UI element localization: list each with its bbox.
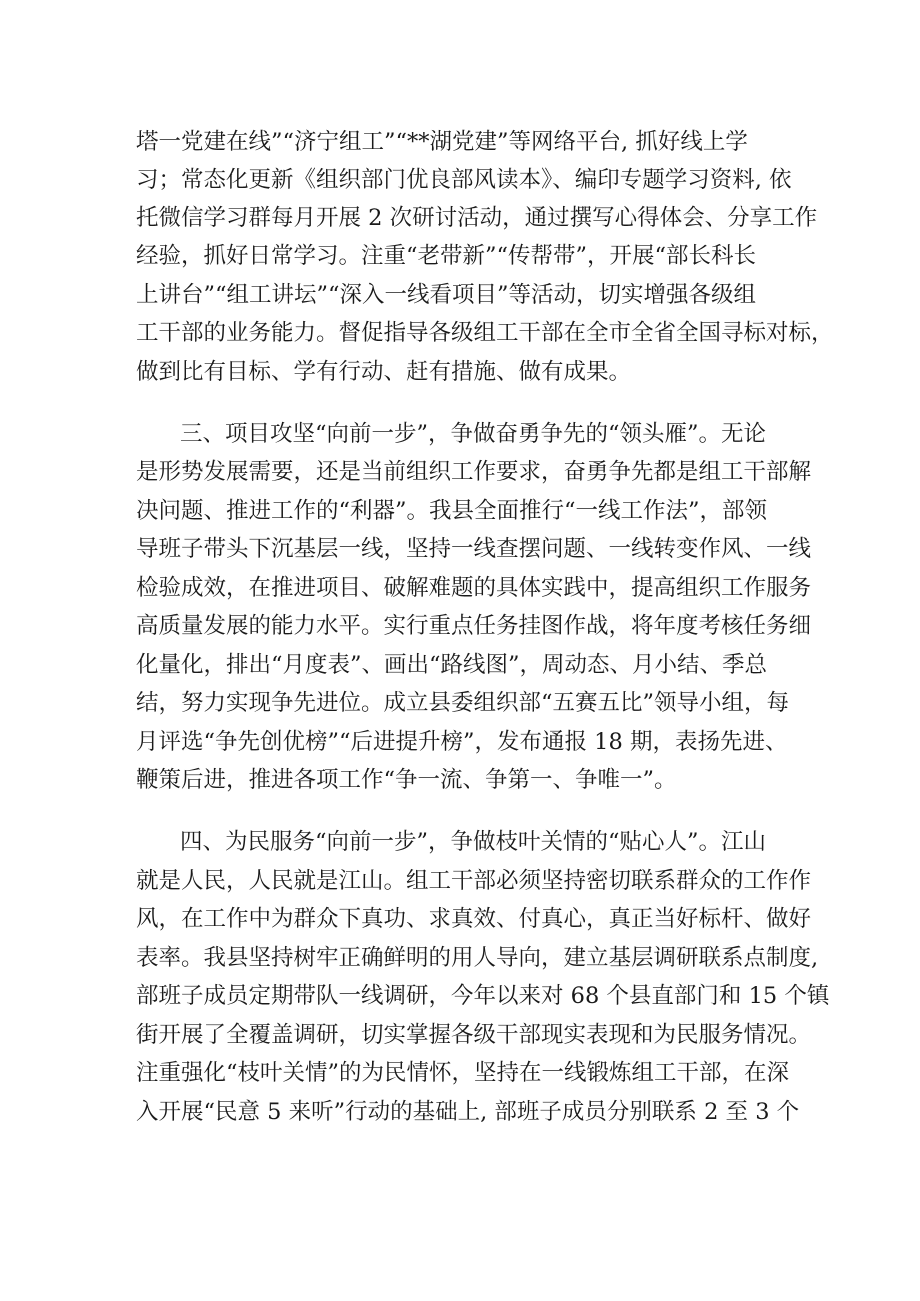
line-text: 高质量发展的能力水平。实行重点任务挂图作战，将年度考核任务细 xyxy=(136,613,812,639)
line-text: 托微信学习群每月开展 2 次研讨活动，通过撰写心得体会、分享工作 xyxy=(136,205,818,231)
section-heading-line xyxy=(0,822,920,862)
text-line xyxy=(0,1015,920,1055)
line-text: 表率。我县坚持树牢正确鲜明的用人导向，建立基层调研联系点制度, xyxy=(136,945,819,971)
text-line xyxy=(0,938,920,978)
line-text: 结，努力实现争先进位。成立县委组织部“五赛五比”领导小组，每 xyxy=(136,690,790,716)
line-text: 经验，抓好日常学习。注重“老带新”“传帮带”，开展“部长科长 xyxy=(136,243,757,269)
line-text: 四、为民服务“向前一步”，争做枝叶关情的“贴心人”。江山 xyxy=(180,829,767,855)
line-text: 上讲台”“组工讲坛”“深入一线看项目”等活动，切实增强各级组 xyxy=(136,282,757,308)
text-line xyxy=(0,529,920,569)
line-text: 三、项目攻坚“向前一步”，争做奋勇争先的“领头雁”。无论 xyxy=(180,421,767,447)
text-line xyxy=(0,198,920,238)
section-heading-line xyxy=(0,414,920,454)
text-line xyxy=(0,1092,920,1132)
line-text: 注重强化“枝叶关情”的为民情怀，坚持在一线锻炼组工干部，在深 xyxy=(136,1060,790,1086)
text-line xyxy=(0,313,920,353)
line-text: 做到比有目标、学有行动、赶有措施、做有成果。 xyxy=(136,359,632,385)
text-line xyxy=(0,861,920,901)
line-text: 检验成效，在推进项目、破解难题的具体实践中，提高组织工作服务 xyxy=(136,575,812,601)
text-line xyxy=(0,976,920,1016)
text-line xyxy=(0,760,920,800)
text-line xyxy=(0,1053,920,1093)
text-line xyxy=(0,722,920,762)
line-text: 习；常态化更新《组织部门优良部风读本》、编印专题学习资料, 依 xyxy=(136,167,792,193)
line-text: 决问题、推进工作的“利器”。我县全面推行“一线工作法”，部领 xyxy=(136,498,768,524)
text-line xyxy=(0,122,920,162)
line-text: 月评选“争先创优榜”“后进提升榜”，发布通报 18 期，表扬先进、 xyxy=(136,729,788,755)
line-text: 部班子成员定期带队一线调研，今年以来对 68 个县直部门和 15 个镇 xyxy=(136,983,830,1009)
text-line xyxy=(0,452,920,492)
text-line xyxy=(0,491,920,531)
text-line xyxy=(0,236,920,276)
line-text: 就是人民，人民就是江山。组工干部必须坚持密切联系群众的工作作 xyxy=(136,868,812,894)
text-line xyxy=(0,275,920,315)
line-text: 工干部的业务能力。督促指导各级组工干部在全市全省全国寻标对标， xyxy=(136,320,834,346)
text-line xyxy=(0,606,920,646)
line-text: 风，在工作中为群众下真功、求真效、付真心，真正当好标杆、做好 xyxy=(136,906,812,932)
text-line xyxy=(0,645,920,685)
line-text: 化量化，排出“月度表”、画出“路线图”，周动态、月小结、季总 xyxy=(136,652,768,678)
text-line xyxy=(0,352,920,392)
text-line xyxy=(0,683,920,723)
line-text: 入开展“民意 5 来听”行动的基础上, 部班子成员分别联系 2 至 3 个 xyxy=(136,1099,800,1125)
text-line xyxy=(0,160,920,200)
line-text: 导班子带头下沉基层一线，坚持一线查摆问题、一线转变作风、一线 xyxy=(136,536,812,562)
text-line xyxy=(0,899,920,939)
line-text: 是形势发展需要，还是当前组织工作要求，奋勇争先都是组工干部解 xyxy=(136,459,812,485)
line-text: 鞭策后进，推进各项工作“争一流、争第一、争唯一”。 xyxy=(136,767,677,793)
line-text: 街开展了全覆盖调研，切实掌握各级干部现实表现和为民服务情况。 xyxy=(136,1022,812,1048)
line-text: 塔一党建在线”“济宁组工”“**湖党建”等网络平台, 抓好线上学 xyxy=(136,129,748,155)
text-line xyxy=(0,568,920,608)
